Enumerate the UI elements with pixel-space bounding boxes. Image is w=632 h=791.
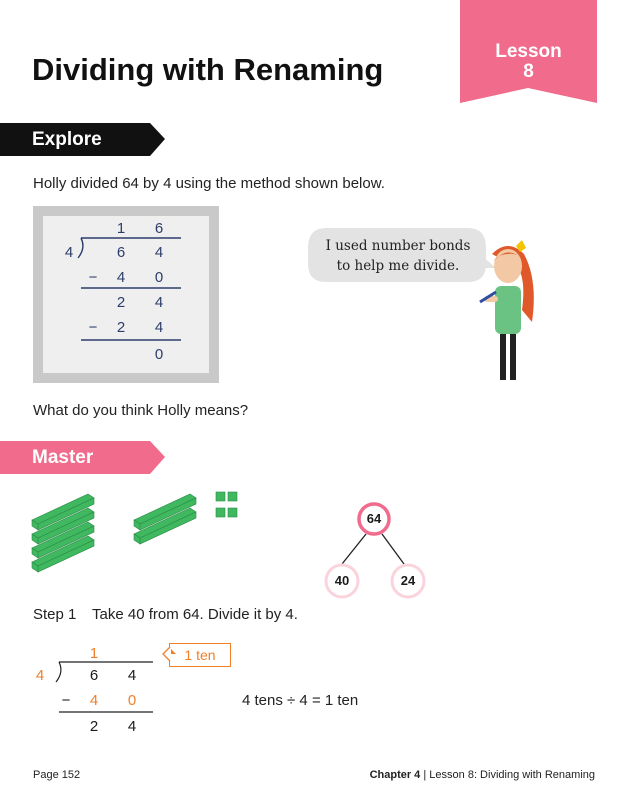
callout-box: 1 ten [169, 643, 231, 667]
bond-part-left: 40 [334, 573, 350, 588]
lesson-number-badge [460, 42, 597, 82]
subtract-ones: 0 [154, 269, 164, 286]
subtract-tens: 4 [116, 269, 126, 286]
subtract-tens: 2 [116, 319, 126, 336]
final-remainder: 0 [154, 346, 164, 363]
bond-whole: 64 [366, 511, 382, 526]
speech-text: I used number bonds to help me divide. [325, 238, 471, 274]
step-subtract-ones: 0 [127, 692, 137, 709]
page-title: Dividing with Renaming [32, 52, 384, 87]
step-remainder-ones: 4 [127, 718, 137, 735]
quotient-ones: 6 [154, 220, 164, 237]
minus-sign: − [88, 319, 98, 336]
lesson-number: 8 [523, 61, 534, 82]
girl-illustration [478, 240, 540, 386]
step-minus-sign: − [61, 692, 71, 709]
step-equation: 4 tens ÷ 4 = 1 ten [242, 692, 359, 709]
step-subtract-tens: 4 [89, 692, 99, 709]
subtract-ones: 4 [154, 319, 164, 336]
bond-part-right: 24 [400, 573, 416, 588]
step-remainder-tens: 2 [89, 718, 99, 735]
step-instruction: Take 40 from 64. Divide it by 4. [92, 606, 298, 623]
footer-divider: | [423, 769, 430, 781]
remainder-ones: 4 [154, 294, 164, 311]
base-ten-blocks [30, 490, 250, 580]
quotient-tens: 1 [116, 220, 126, 237]
chalkboard [33, 206, 219, 383]
explore-question: What do you think Holly means? [33, 402, 249, 419]
explore-prompt: Holly divided 64 by 4 using the method shown below. [33, 175, 385, 192]
page-number: Page 152 [33, 769, 81, 781]
explore-heading: Explore [32, 129, 102, 150]
step-quotient: 1 [89, 645, 99, 662]
step-dividend-ones: 4 [127, 667, 137, 684]
minus-sign: − [88, 269, 98, 286]
remainder-tens: 2 [116, 294, 126, 311]
step-label: Step 1 [33, 606, 77, 623]
callout-pointer [161, 646, 171, 662]
dividend-ones: 4 [154, 244, 164, 261]
dividend-tens: 6 [116, 244, 126, 261]
chapter-footer [370, 769, 595, 781]
chapter-label: Chapter 4 [369, 769, 421, 781]
divisor: 4 [64, 244, 74, 261]
step-dividend-tens: 6 [89, 667, 99, 684]
lesson-label: Lesson [495, 41, 562, 62]
step-divisor: 4 [35, 667, 45, 684]
master-heading: Master [32, 447, 94, 468]
lesson-footer: Lesson 8: Dividing with Renaming [429, 769, 595, 781]
